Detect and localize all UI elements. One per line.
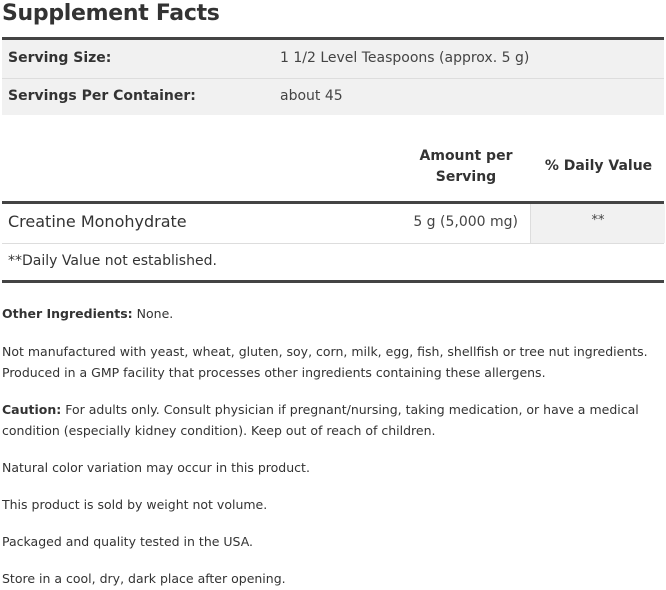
caution-statement-line1 <box>2 399 664 420</box>
caution-label: Caution: <box>2 402 62 417</box>
caution-statement-line2: condition (especially kidney condition). Keep out of reach of children. <box>2 423 436 438</box>
other-ingredients-value: None. <box>132 306 174 321</box>
allergen-statement-line1: Not manufactured with yeast, wheat, gluten, soy, corn, milk, egg, fish, shellfish or tree nut ingredients. <box>2 344 648 359</box>
weight-note: This product is sold by weight not volume. <box>2 497 268 512</box>
serving-size-label: Serving Size: <box>8 50 112 66</box>
servings-per-container-label: Servings Per Container: <box>8 88 196 104</box>
serving-size-row <box>2 40 664 79</box>
ingredient-name: Creatine Monohydrate <box>8 212 187 231</box>
ingredient-daily-value: ** <box>591 213 605 228</box>
other-ingredients-label: Other Ingredients: <box>2 306 133 321</box>
page-title: Supplement Facts <box>2 1 220 26</box>
facts-table <box>2 37 664 283</box>
packaged-note: Packaged and quality tested in the USA. <box>2 534 254 549</box>
servings-per-container-value: about 45 <box>280 88 343 104</box>
amount-header-line2: Serving <box>435 169 497 185</box>
table-header-row <box>2 115 664 204</box>
daily-value-header: % Daily Value <box>544 158 653 174</box>
footnote-row <box>2 244 664 283</box>
caution-text-1: For adults only. Consult physician if pregnant/nursing, taking medication, or have a medical <box>61 402 639 417</box>
other-ingredients <box>2 303 664 324</box>
amount-header-line1: Amount per <box>419 148 513 164</box>
storage-note: Store in a cool, dry, dark place after opening. <box>2 571 286 586</box>
ingredient-amount: 5 g (5,000 mg) <box>413 214 518 230</box>
servings-per-container-row <box>2 79 664 115</box>
table-row <box>2 204 664 244</box>
amount-per-serving-header <box>406 146 526 188</box>
daily-value-footnote: **Daily Value not established. <box>8 253 217 269</box>
serving-size-value: 1 1/2 Level Teaspoons (approx. 5 g) <box>280 50 530 66</box>
ingredient-daily-value-cell <box>530 204 665 243</box>
allergen-statement-line2: Produced in a GMP facility that processes other ingredients containing these allergens. <box>2 365 546 380</box>
color-variation-note: Natural color variation may occur in this product. <box>2 460 310 475</box>
